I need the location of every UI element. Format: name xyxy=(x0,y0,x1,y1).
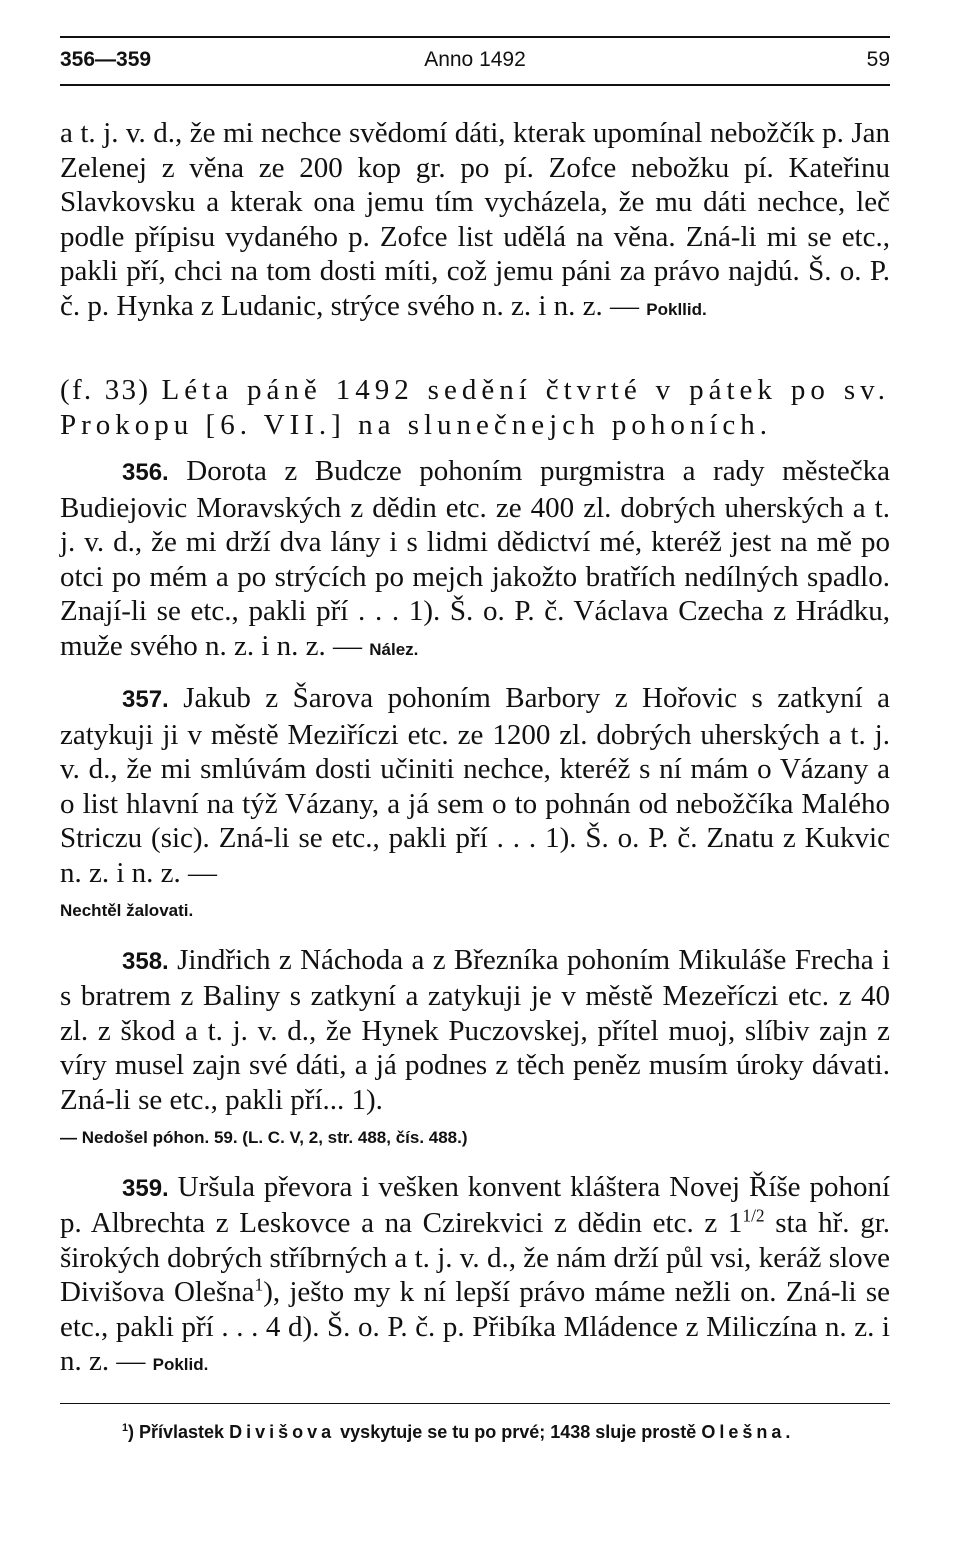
entry-verdict: Poklid. xyxy=(152,1355,209,1374)
page-number: 59 xyxy=(866,48,890,71)
entry-356 xyxy=(60,454,890,667)
entry-verdict: Nechtěl žalovati. xyxy=(60,901,194,920)
entry-verdict: Nález. xyxy=(369,639,419,659)
entry-358 xyxy=(60,943,890,1156)
carryover-text: a t. j. v. d., že mi nechce svědomí dáti, kterak upomínal nebožčík p. Jan Zelenej z věna ze 200 kop gr. po pí. Zofce nebožku pí. Kateřinu Slavkovsku a kterak ona jemu tím vycházela, že mu dáti nechce, leč podle přípisu vydaného p. Zofce list udělá na věna. Zná-li mi se etc., pakli pří, chci na tom dosti míti, což jemu páni za právo najdú. Š. o. P. č. p. Hynka z Ludanic, strýce svého n. z. i n. z. — xyxy=(60,117,890,322)
entry-359 xyxy=(60,1170,890,1383)
entry-text: Dorota z Budcze pohoním purgmistra a rady městečka Budiejovic Moravských z dědin etc. ze 400 zl. dobrých uherských a t. j. v. d., že mi drží dva lány i s lidmi dědictví mé, kteréž jest na mě po otci po mém a po strýcích po mejch jakožto bratřích nedílných spadlo. Znají-li se etc., pakli pří . . . 1). Š. o. P. č. Václava Czecha z Hrádku, muže svého n. z. i n. z. — xyxy=(60,455,891,662)
entry-number: 356. xyxy=(122,459,169,486)
entry-verdict: — Nedošel póhon. 59. (L. C. V, 2, str. 488, čís. 488.) xyxy=(60,1128,468,1147)
entry-number: 358. xyxy=(122,947,169,975)
entry-text: Uršula převora i vešken konvent kláštera Novej Říše pohoní p. Albrechta z Leskovce a na Czirekvici z dědin etc. z 1 xyxy=(60,1170,891,1239)
footnote-spaced-a: Divišova xyxy=(229,1421,336,1442)
entry-number: 357. xyxy=(122,686,169,713)
footnote-text-a: ) Přívlastek xyxy=(128,1421,225,1442)
entry-357 xyxy=(60,681,890,929)
carryover-paragraph xyxy=(60,116,890,327)
footnote-number: 1 xyxy=(122,1421,129,1434)
footnote-mark: 1 xyxy=(254,1274,264,1295)
sitting-title: Léta páně 1492 sedění čtvrté v pátek po sv. Prokopu [6. VII.] na slunečnejch pohoních. xyxy=(60,374,890,441)
footnote-text-b: vyskytuje se tu po prvé; 1438 sluje prostě xyxy=(340,1421,697,1442)
entry-number: 359. xyxy=(122,1174,169,1202)
year-title: Anno 1492 xyxy=(424,48,526,71)
main-text xyxy=(60,116,890,1383)
sitting-heading xyxy=(60,373,890,442)
entry-text-cont: sta hř. gr. širokých dobrých stříbrných a t. j. v. d., že nám drží půl vsi, keráž slove Divišova Olešna xyxy=(60,1207,890,1308)
entry-text: Jakub z Šarova pohoním Barbory z Hořovic s zatkyní a zatykuji ji v městě Meziříczi etc. ze 1200 zl. dobrých uherských a t. j. v. d., že mi smlúvám dosti učiniti nechce, kteréž s ní mám o Vázany a o list hlavní na týž Vázany, a já sem o to pohnán od nebožčíka Malého Striczu (sic). Zná-li se etc., pakli pří . . . 1). Š. o. P. č. Znatu z Kukvic n. z. i n. z. — xyxy=(60,682,890,889)
fraction: 1/2 xyxy=(742,1205,765,1226)
document-page xyxy=(60,36,890,1465)
footnote-spaced-b: Olešna. xyxy=(701,1421,795,1442)
footnote xyxy=(60,1418,890,1447)
footnote-divider xyxy=(60,1403,890,1404)
entry-text: Jindřich z Náchoda a z Březníka pohoním Mikuláše Frecha i s bratrem z Baliny s zatkyní a zatykuji je v městě Mezeříczi etc. z 40 zl. z škod a t. j. v. d., že Hynek Puczovskej, přítel muoj, slíbiv zajn z víry musel zajn své dáti, a já podnes z těch peněz musím úroky dávati. Zná-li se etc., pakli pří... 1). xyxy=(60,943,891,1116)
entry-range: 356—359 xyxy=(60,48,152,71)
running-header xyxy=(60,36,890,86)
carryover-verdict: Pokllid. xyxy=(646,299,707,319)
folio-ref: (f. 33) xyxy=(60,374,151,406)
entry-text-end: ), ješto my k ní lepší právo máme nežli on. Zná-li se etc., pakli pří . . . 4 d). Š. o. P. č. p. Přibíka Mládence z Miliczína n. z. i n. z. — xyxy=(60,1276,890,1377)
